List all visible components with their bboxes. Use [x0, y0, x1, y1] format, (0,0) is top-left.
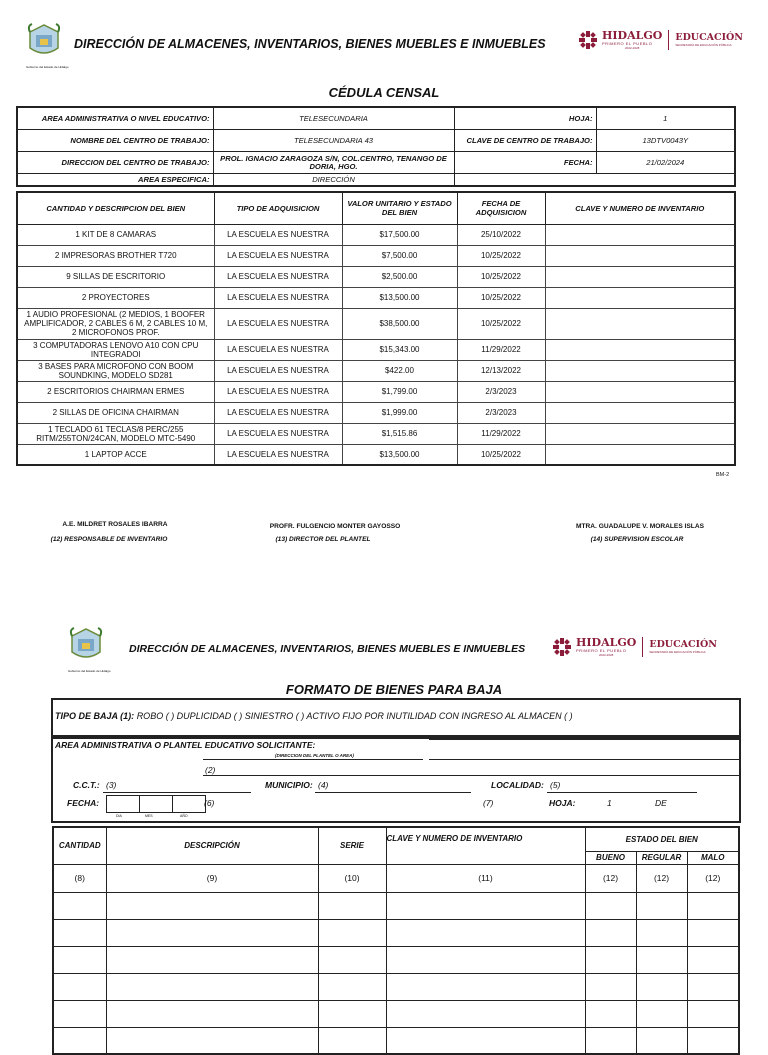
cedula-censal-title: CÉDULA CENSAL	[328, 85, 440, 100]
cell-fecha: 12/13/2022	[457, 360, 545, 381]
empty-cell[interactable]	[53, 892, 106, 919]
empty-cell[interactable]	[386, 1000, 585, 1027]
empty-cell[interactable]	[687, 946, 739, 973]
empty-row[interactable]	[53, 919, 739, 946]
table-row	[17, 423, 735, 444]
tipo-baja-label: TIPO DE BAJA (1):	[55, 711, 135, 721]
empty-cell[interactable]	[585, 973, 636, 1000]
form-code: BM-2	[716, 472, 730, 478]
cell-desc: 2 IMPRESORAS BROTHER T720	[17, 245, 214, 266]
empty-cell[interactable]	[106, 1000, 318, 1027]
cell-valor: $7,500.00	[342, 245, 457, 266]
col-clave: CLAVE Y NUMERO DE INVENTARIO	[386, 827, 585, 864]
empty-cell[interactable]	[386, 946, 585, 973]
empty-cell[interactable]	[687, 919, 739, 946]
empty-cell[interactable]	[585, 1000, 636, 1027]
cell-valor: $38,500.00	[342, 308, 457, 339]
area-value: TELESECUNDARIA	[213, 107, 454, 130]
cell-tipo: LA ESCUELA ES NUESTRA	[214, 308, 342, 339]
num-cell: (11)	[386, 864, 585, 892]
empty-cell[interactable]	[585, 892, 636, 919]
hoja-value: 1	[596, 107, 735, 130]
table-row	[17, 444, 735, 465]
fecha-dia-label: DIA	[116, 814, 122, 818]
empty-cell[interactable]	[106, 892, 318, 919]
cell-tipo: LA ESCUELA ES NUESTRA	[214, 339, 342, 360]
cell-desc: 2 SILLAS DE OFICINA CHAIRMAN	[17, 402, 214, 423]
baja-items-table	[52, 826, 740, 1055]
empty-cell[interactable]	[636, 946, 687, 973]
empty-cell[interactable]	[636, 919, 687, 946]
area-num: (2)	[205, 765, 216, 775]
empty-cell[interactable]	[318, 946, 386, 973]
fecha-boxes[interactable]	[106, 795, 206, 813]
fecha-mes-label: MES	[145, 814, 153, 818]
cell-fecha: 10/25/2022	[457, 245, 545, 266]
empty-cell[interactable]	[386, 973, 585, 1000]
empty-cell[interactable]	[585, 1027, 636, 1054]
hidalgo-wordmark-2: HIDALGO	[576, 636, 637, 649]
empty-cell[interactable]	[106, 1027, 318, 1054]
col-malo: MALO	[687, 851, 739, 864]
cell-fecha: 2/3/2023	[457, 402, 545, 423]
empty-cell[interactable]	[53, 919, 106, 946]
empty-cell[interactable]	[53, 946, 106, 973]
cell-tipo: LA ESCUELA ES NUESTRA	[214, 266, 342, 287]
direccion-value: PROL. IGNACIO ZARAGOZA S/N, COL.CENTRO, TENANGO DE DORIA, HGO.	[213, 152, 454, 174]
solicitante-box	[51, 737, 741, 823]
num-cell: (12)	[585, 864, 636, 892]
cell-clave	[545, 266, 735, 287]
table-row	[17, 266, 735, 287]
cell-tipo: LA ESCUELA ES NUESTRA	[214, 360, 342, 381]
localidad-num: (5)	[550, 780, 561, 790]
cell-clave	[545, 423, 735, 444]
cell-tipo: LA ESCUELA ES NUESTRA	[214, 423, 342, 444]
hidalgo-education-logo-2	[552, 637, 717, 657]
empty-cell[interactable]	[585, 919, 636, 946]
center-info-table	[16, 106, 736, 187]
cct-label: C.C.T.:	[73, 780, 100, 790]
cell-clave	[545, 308, 735, 339]
hidalgo-years-2: 2022-2028	[598, 653, 614, 657]
hoja-label-2: HOJA:	[549, 798, 576, 808]
cell-clave	[545, 287, 735, 308]
education-subtitle-2: SECRETARÍA DE EDUCACIÓN PÚBLICA	[649, 650, 706, 654]
de-label: DE	[655, 798, 667, 808]
education-subtitle: SECRETARÍA DE EDUCACIÓN PÚBLICA	[675, 43, 732, 47]
nombre-value: TELESECUNDARIA 43	[213, 130, 454, 152]
signature-name-1: A.E. MILDRET ROSALES IBARRA	[62, 521, 168, 528]
state-logo-left	[26, 22, 69, 69]
cell-valor: $1,799.00	[342, 381, 457, 402]
cell-valor: $2,500.00	[342, 266, 457, 287]
especifica-label: AREA ESPECIFICA:	[17, 174, 213, 187]
cell-clave	[545, 381, 735, 402]
cell-desc: 2 ESCRITORIOS CHAIRMAN ERMES	[17, 381, 214, 402]
area-hint: (DIRECCION DEL PLANTEL O AREA)	[275, 753, 354, 758]
hidalgo-wordmark: HIDALGO	[602, 29, 663, 42]
area-label: AREA ADMINISTRATIVA O NIVEL EDUCATIVO:	[17, 107, 213, 130]
cell-fecha: 25/10/2022	[457, 224, 545, 245]
col-header-fecha: FECHA DE ADQUISICION	[457, 192, 545, 224]
empty-cell[interactable]	[687, 973, 739, 1000]
table-row	[17, 224, 735, 245]
signature-name-3: MTRA. GUADALUPE V. MORALES ISLAS	[576, 523, 704, 530]
hoja-value-2: 1	[607, 798, 612, 808]
col-serie: SERIE	[318, 827, 386, 864]
col-estado: ESTADO DEL BIEN	[585, 827, 739, 851]
cell-fecha: 10/25/2022	[457, 266, 545, 287]
page2-header-title: DIRECCIÓN DE ALMACENES, INVENTARIOS, BIENES MUEBLES E INMUEBLES	[129, 643, 526, 655]
municipio-label: MUNICIPIO:	[265, 780, 313, 790]
signature-role-1: (12) RESPONSABLE DE INVENTARIO	[50, 536, 168, 543]
localidad-label: LOCALIDAD:	[491, 780, 544, 790]
cell-tipo: LA ESCUELA ES NUESTRA	[214, 402, 342, 423]
fecha-label-2: FECHA:	[67, 798, 100, 808]
inventory-rows	[17, 224, 735, 465]
empty-cell[interactable]	[318, 1027, 386, 1054]
cell-valor: $13,500.00	[342, 287, 457, 308]
cell-fecha: 10/25/2022	[457, 444, 545, 465]
empty-cell[interactable]	[687, 1027, 739, 1054]
col-header-clave: CLAVE Y NUMERO DE INVENTARIO	[545, 192, 735, 224]
cell-fecha: 10/25/2022	[457, 287, 545, 308]
num-7: (7)	[483, 798, 494, 808]
cell-valor: $1,515.86	[342, 423, 457, 444]
empty-cell[interactable]	[106, 946, 318, 973]
table-row	[17, 287, 735, 308]
cell-tipo: LA ESCUELA ES NUESTRA	[214, 444, 342, 465]
education-wordmark: EDUCACIÓN	[675, 32, 743, 43]
cell-desc: 1 TECLADO 61 TECLAS/8 PERC/255 RITM/255TON/24CAN, MODELO MTC-5490	[17, 423, 214, 444]
empty-cell[interactable]	[53, 1000, 106, 1027]
cell-tipo: LA ESCUELA ES NUESTRA	[214, 245, 342, 266]
cell-valor: $13,500.00	[342, 444, 457, 465]
signature-name-2: PROFR. FULGENCIO MONTER GAYOSSO	[269, 523, 401, 530]
cell-valor: $15,343.00	[342, 339, 457, 360]
area-solicitante-label: AREA ADMINISTRATIVA O PLANTEL EDUCATIVO SOLICITANTE:	[55, 740, 316, 750]
state-logo-caption-2: Gobierno del Estado de Hidalgo	[68, 669, 111, 673]
empty-row[interactable]	[53, 946, 739, 973]
cell-valor: $17,500.00	[342, 224, 457, 245]
col-bueno: BUENO	[585, 851, 636, 864]
empty-cell[interactable]	[636, 973, 687, 1000]
fecha-num: (6)	[204, 798, 215, 808]
baja-form-title: FORMATO DE BIENES PARA BAJA	[285, 682, 503, 697]
empty-cell[interactable]	[106, 919, 318, 946]
table-row	[17, 402, 735, 423]
hidalgo-flower-icon	[552, 637, 572, 657]
municipio-num: (4)	[318, 780, 329, 790]
direccion-label: DIRECCION DEL CENTRO DE TRABAJO:	[17, 152, 213, 174]
cell-valor: $422.00	[342, 360, 457, 381]
especifica-value: DIRECCIÓN	[213, 174, 454, 187]
page1-header-title: DIRECCIÓN DE ALMACENES, INVENTARIOS, BIENES MUEBLES E INMUEBLES	[74, 37, 546, 51]
num-cell: (12)	[636, 864, 687, 892]
education-wordmark-2: EDUCACIÓN	[649, 639, 717, 650]
signature-role-2: (13) DIRECTOR DEL PLANTEL	[275, 536, 371, 543]
empty-row[interactable]	[53, 1027, 739, 1054]
number-guide-row	[53, 864, 739, 892]
cct-num: (3)	[106, 780, 117, 790]
empty-cell[interactable]	[318, 892, 386, 919]
empty-row[interactable]	[53, 973, 739, 1000]
col-regular: REGULAR	[636, 851, 687, 864]
hidalgo-years: 2022-2028	[624, 46, 640, 50]
num-cell: (12)	[687, 864, 739, 892]
hidalgo-flower-icon	[578, 30, 598, 50]
hidalgo-tagline-2: PRIMERO EL PUEBLO	[576, 648, 627, 653]
cell-tipo: LA ESCUELA ES NUESTRA	[214, 381, 342, 402]
cell-valor: $1,999.00	[342, 402, 457, 423]
cell-tipo: LA ESCUELA ES NUESTRA	[214, 224, 342, 245]
cell-desc: 1 KIT DE 8 CAMARAS	[17, 224, 214, 245]
table-row	[17, 308, 735, 339]
cell-fecha: 2/3/2023	[457, 381, 545, 402]
table-row	[17, 245, 735, 266]
num-cell: (10)	[318, 864, 386, 892]
empty-cell[interactable]	[53, 973, 106, 1000]
cell-clave	[545, 444, 735, 465]
state-logo-caption: Gobierno del Estado de Hidalgo	[26, 65, 69, 69]
empty-cell[interactable]	[687, 892, 739, 919]
col-header-tipo: TIPO DE ADQUISICION	[214, 192, 342, 224]
empty-cell[interactable]	[636, 892, 687, 919]
table-row	[17, 360, 735, 381]
empty-row[interactable]	[53, 892, 739, 919]
empty-cell[interactable]	[106, 973, 318, 1000]
baja-empty-rows	[53, 892, 739, 1054]
cell-clave	[545, 245, 735, 266]
empty-cell[interactable]	[386, 1027, 585, 1054]
cell-clave	[545, 360, 735, 381]
empty-cell[interactable]	[386, 919, 585, 946]
empty-cell[interactable]	[687, 1000, 739, 1027]
hoja-label: HOJA:	[454, 107, 596, 130]
cell-desc: 3 BASES PARA MICROFONO CON BOOM SOUNDKING, MODELO SD281	[17, 360, 214, 381]
fecha-ano-label: AÑO	[180, 814, 188, 818]
state-logo-left-2	[68, 626, 111, 673]
empty-cell[interactable]	[386, 892, 585, 919]
empty-cell[interactable]	[636, 1000, 687, 1027]
empty-cell[interactable]	[585, 946, 636, 973]
cell-clave	[545, 339, 735, 360]
signature-role-3: (14) SUPERVISION ESCOLAR	[590, 536, 684, 543]
empty-cell[interactable]	[318, 919, 386, 946]
col-descripcion: DESCRIPCIÓN	[106, 827, 318, 864]
empty-cell[interactable]	[318, 1000, 386, 1027]
num-cell: (9)	[106, 864, 318, 892]
cell-tipo: LA ESCUELA ES NUESTRA	[214, 287, 342, 308]
empty-cell[interactable]	[318, 973, 386, 1000]
fecha-label: FECHA:	[454, 152, 596, 174]
clave-ct-label: CLAVE DE CENTRO DE TRABAJO:	[454, 130, 596, 152]
col-header-descripcion: CANTIDAD Y DESCRIPCION DEL BIEN	[17, 192, 214, 224]
cell-clave	[545, 402, 735, 423]
tipo-baja-box	[51, 698, 741, 737]
cell-fecha: 11/29/2022	[457, 339, 545, 360]
table-row	[17, 339, 735, 360]
empty-cell[interactable]	[53, 1027, 106, 1054]
empty-cell[interactable]	[636, 1027, 687, 1054]
cell-fecha: 10/25/2022	[457, 308, 545, 339]
inventory-table	[16, 191, 736, 466]
cell-desc: 1 LAPTOP ACCE	[17, 444, 214, 465]
cell-desc: 2 PROYECTORES	[17, 287, 214, 308]
cell-clave	[545, 224, 735, 245]
clave-ct-value: 13DTV0043Y	[596, 130, 735, 152]
cell-fecha: 11/29/2022	[457, 423, 545, 444]
col-cantidad: CANTIDAD	[53, 827, 106, 864]
fecha-value: 21/02/2024	[596, 152, 735, 174]
hidalgo-tagline: PRIMERO EL PUEBLO	[602, 41, 653, 46]
table-row	[17, 381, 735, 402]
col-header-valor: VALOR UNITARIO Y ESTADO DEL BIEN	[342, 192, 457, 224]
nombre-label: NOMBRE DEL CENTRO DE TRABAJO:	[17, 130, 213, 152]
tipo-baja-options: ROBO ( ) DUPLICIDAD ( ) SINIESTRO ( ) ACTIVO FIJO POR INUTILIDAD CON INGRESO AL ALMACEN ( )	[136, 711, 573, 721]
empty-row[interactable]	[53, 1000, 739, 1027]
cell-desc: 1 AUDIO PROFESIONAL (2 MEDIOS, 1 BOOFER AMPLIFICADOR, 2 CABLES 6 M, 2 CABLES 10 M, 2 MICROFONOS PROF.	[17, 308, 214, 339]
cell-desc: 9 SILLAS DE ESCRITORIO	[17, 266, 214, 287]
cell-desc: 3 COMPUTADORAS LENOVO A10 CON CPU INTEGRADOI	[17, 339, 214, 360]
num-cell: (8)	[53, 864, 106, 892]
hidalgo-education-logo	[578, 30, 743, 50]
